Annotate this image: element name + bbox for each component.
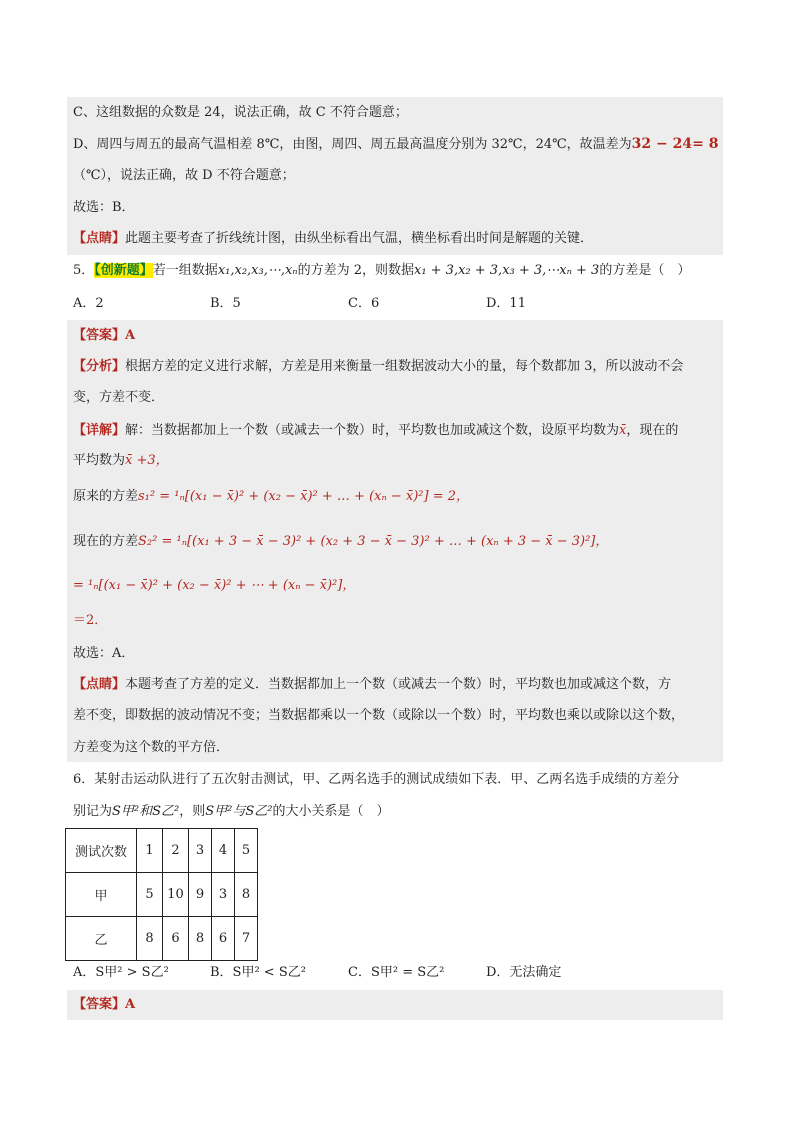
table-cell: 9 (189, 873, 212, 917)
q5-analysis-2: 变，方差不变． (73, 390, 165, 405)
solution-line-d (73, 135, 718, 154)
table-header-cell: 2 (163, 829, 189, 873)
table-cell: 10 (163, 873, 189, 917)
table-header-cell: 1 (137, 829, 163, 873)
q6-option-a: A．S甲² > S乙² (73, 965, 169, 980)
q5-dianjing-2: 差不变，即数据的波动情况不变；当数据都乘以一个数（或除以一个数）时，平均数也乘以或除以这个数， (73, 708, 685, 723)
q5-answer-tag: 【答案】 (73, 328, 126, 343)
q5-data-set: x₁,x₂,x₃,⋯,xₙ (217, 263, 298, 278)
table-header-cell: 测试次数 (66, 829, 137, 873)
q5-option-b: B．5 (210, 296, 241, 311)
q5-orig-label: 原来的方差 (73, 489, 139, 504)
q5-eq-line: = ¹ₙ[(x₁ − x̄)² + (x₂ − x̄)² + ⋯ + (xₙ − x̄)²]， (73, 578, 356, 593)
q6-answer (73, 996, 135, 1014)
q5-data-set-2: x₁ + 3,x₂ + 3,x₃ + 3,⋯xₙ + 3 (413, 263, 600, 278)
q6-answer-value: A (125, 997, 136, 1012)
q5-option-d: D．11 (486, 296, 526, 311)
q5-choose: 故选：A． (73, 646, 135, 661)
q6-stem-2 (73, 803, 390, 821)
q6-score-table (65, 828, 258, 961)
q5-detail-1 (73, 422, 678, 440)
dianjing-text: 此题主要考查了折线统计图，由纵坐标看出气温，横坐标看出时间是解题的关键． (125, 231, 594, 246)
q6-option-d: D．无法确定 (486, 965, 562, 980)
q5-analysis-tag: 【分析】 (73, 359, 126, 374)
q5-orig-variance (73, 488, 469, 506)
solution-line-c: C、这组数据的众数是 24，说法正确，故 C 不符合题意； (73, 105, 408, 120)
table-row (66, 829, 258, 873)
temp-diff-formula: 32 − 24= 8 (631, 136, 719, 152)
q6-variance-symbols: S甲²和S乙² (112, 804, 180, 819)
q5-stem (73, 262, 690, 280)
table-header-cell: 4 (212, 829, 235, 873)
q5-stem-b: 的方差为 2，则数据 (297, 263, 414, 278)
choose-b: 故选：B． (73, 200, 135, 215)
q6-stem-2a: 别记为 (73, 804, 113, 819)
answer-block-q5 (67, 320, 723, 352)
q5-option-a: A．2 (73, 296, 104, 311)
dianjing-tag: 【点睛】 (73, 231, 126, 246)
table-cell: 3 (212, 873, 235, 917)
q6-answer-tag: 【答案】 (73, 997, 126, 1012)
table-cell: 5 (137, 873, 163, 917)
dianjing-note-1 (73, 230, 593, 248)
q5-dianjing-1 (73, 676, 671, 694)
q5-dianjing-tag: 【点睛】 (73, 677, 126, 692)
q5-answer-value: A (125, 328, 136, 343)
table-header-cell: 3 (189, 829, 212, 873)
table-header-cell: 5 (235, 829, 258, 873)
solution-line-d-text: D、周四与周五的最高气温相差 8℃，由图，周四、周五最高温度分别为 32℃，24℃，故温差为 (73, 137, 632, 152)
table-cell: 6 (212, 917, 235, 961)
q5-dianjing-3: 方差变为这个数的平方倍． (73, 740, 230, 755)
table-cell: 6 (163, 917, 189, 961)
q5-new-mean: x̄ +3， (125, 453, 169, 468)
q5-orig-formula: s₁² = ¹ₙ[(x₁ − x̄)² + (x₂ − x̄)² + … + (xₙ − x̄)²] = 2， (138, 489, 470, 504)
q5-detail-text-1c: ，现在的 (626, 423, 679, 438)
q5-now-formula: S₂² = ¹ₙ[(x₁ + 3 − x̄ − 3)² + (x₂ + 3 − x̄ − 3)² + … + (xₙ + 3 − x̄ − 3)²]， (138, 534, 609, 549)
table-cell: 8 (137, 917, 163, 961)
answer-block-q6 (67, 990, 723, 1020)
q5-number: 5． (73, 263, 95, 278)
q5-now-variance (73, 533, 608, 551)
choose-b-block (67, 193, 723, 223)
q5-eq-result: ＝2． (73, 613, 108, 628)
q5-detail-tag: 【详解】 (73, 423, 126, 438)
q6-option-b: B．S甲² < S乙² (210, 965, 306, 980)
table-cell: 甲 (66, 873, 137, 917)
q5-mean-symbol: x̄ (619, 423, 627, 438)
table-cell: 7 (235, 917, 258, 961)
q5-detail-2 (73, 452, 169, 470)
q5-analysis-1 (73, 358, 683, 376)
table-cell: 乙 (66, 917, 137, 961)
q5-dianjing-text-1: 本题考查了方差的定义．当数据都加上一个数（或减去一个数）时，平均数也加或减这个数，方 (125, 677, 672, 692)
q5-detail-text-2: 平均数为 (73, 453, 126, 468)
q5-answer (73, 327, 135, 345)
q6-option-c: C．S甲² = S乙² (348, 965, 445, 980)
q6-variance-compare: S甲²与S乙² (205, 804, 273, 819)
q5-analysis-text-1: 根据方差的定义进行求解，方差是用来衡量一组数据波动大小的量，每个数都加 3，所以波动不会 (125, 359, 684, 374)
solution-line-d-cont: （℃），说法正确，故 D 不符合题意； (73, 168, 295, 183)
q5-stem-a: 若一组数据 (152, 263, 218, 278)
table-cell: 8 (189, 917, 212, 961)
q5-now-label: 现在的方差 (73, 534, 139, 549)
q5-stem-c: 的方差是（ ） (599, 263, 691, 278)
q6-stem-2c: ，则 (179, 804, 206, 819)
q5-option-c: C．6 (348, 296, 380, 311)
q5-innovation-tag: 【创新题】 (94, 263, 153, 278)
q6-stem-1: 6．某射击运动队进行了五次射击测试，甲、乙两名选手的测试成绩如下表．甲、乙两名选手成绩的方差分 (73, 772, 680, 787)
table-cell: 8 (235, 873, 258, 917)
q6-stem-2e: 的大小关系是（ ） (272, 804, 390, 819)
table-row (66, 917, 258, 961)
table-row (66, 873, 258, 917)
q5-detail-text-1: 解：当数据都加上一个数（或减去一个数）时，平均数也加或减这个数，设原平均数为 (125, 423, 620, 438)
